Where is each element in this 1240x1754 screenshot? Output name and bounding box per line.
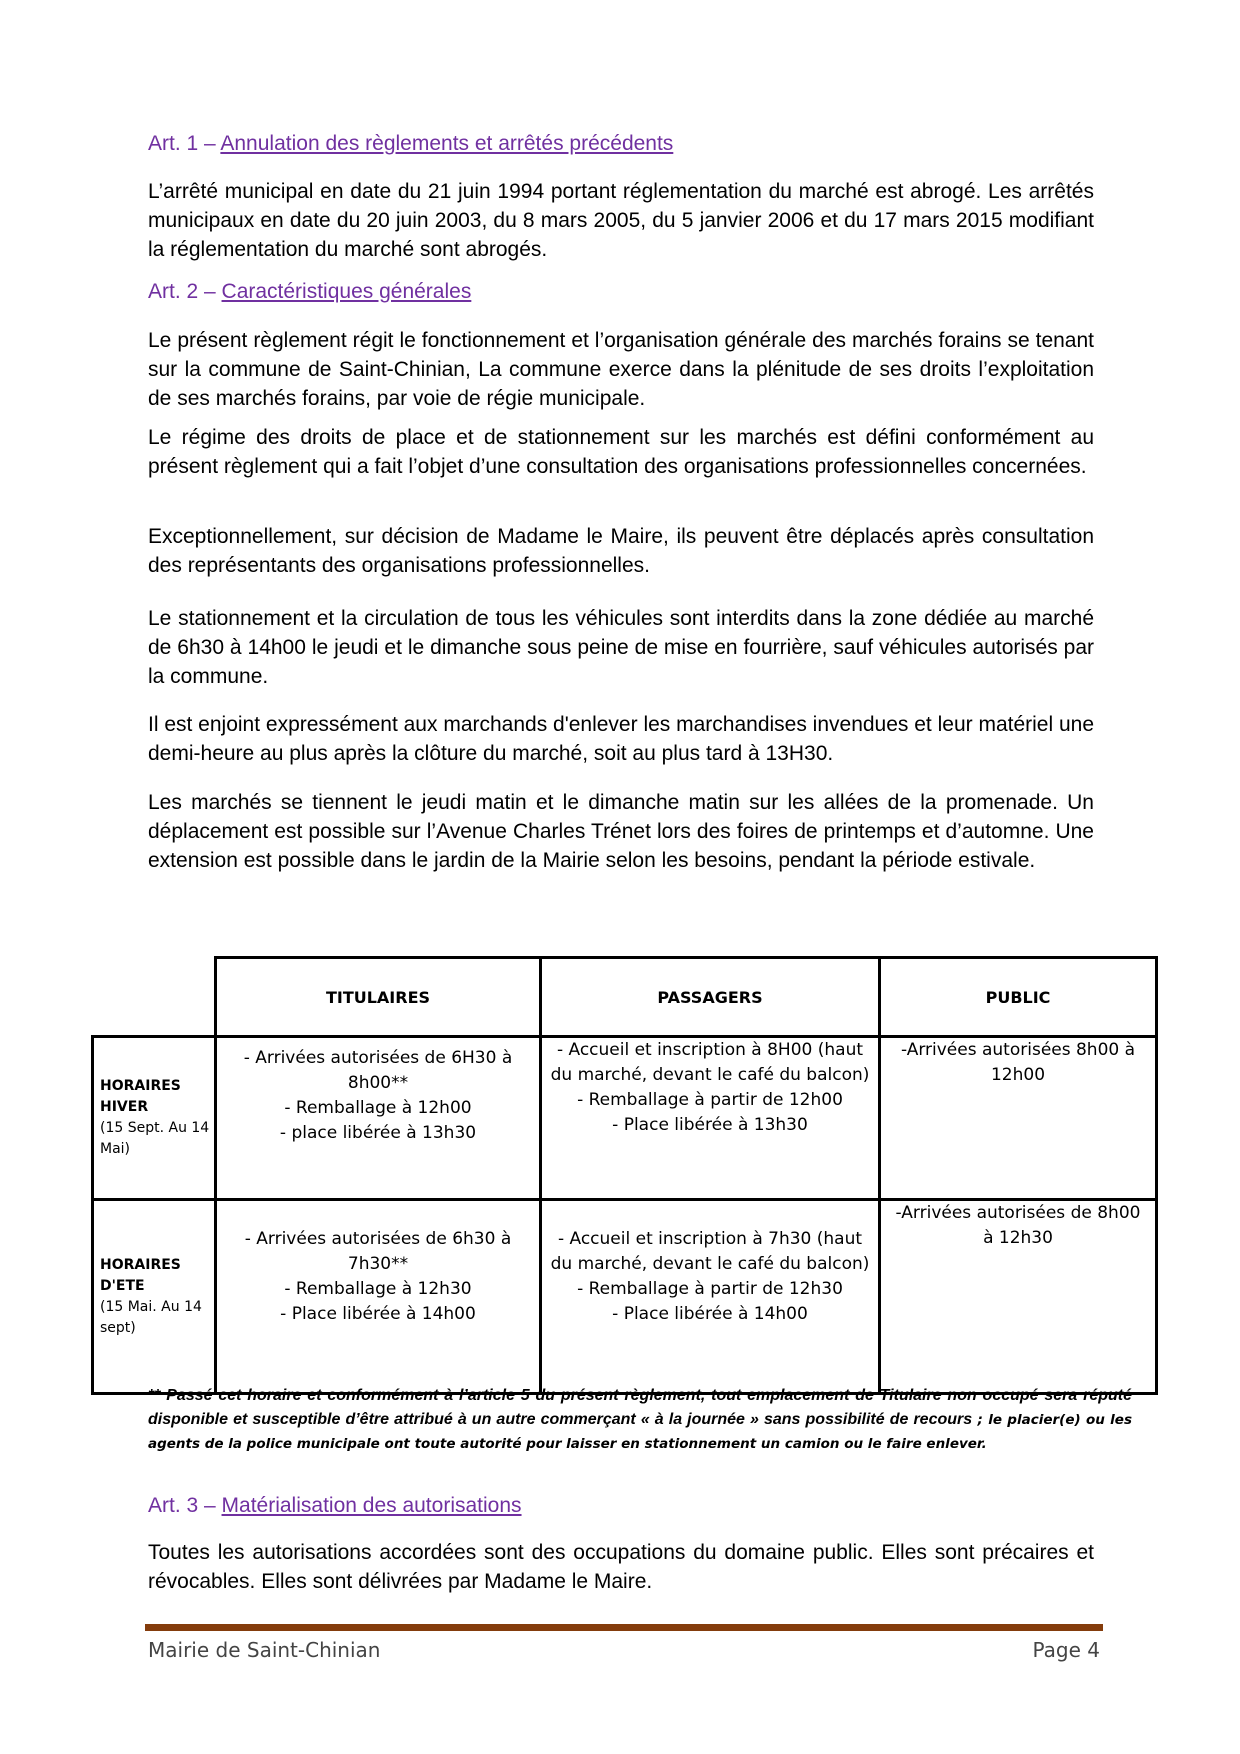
article-3-heading xyxy=(148,1494,522,1518)
article-2-number: Art. 2 – xyxy=(148,280,222,303)
table-footnote xyxy=(148,1384,1132,1456)
hiver-passagers-line: - Accueil et inscription à 8H00 (haut du marché, devant le café du balcon) xyxy=(550,1040,870,1085)
ete-passagers-line: - Accueil et inscription à 7h30 (haut du marché, devant le café du balcon) xyxy=(550,1229,870,1274)
footer-page-number: Page 4 xyxy=(1032,1638,1100,1662)
article-2-title: Caractéristiques générales xyxy=(221,280,472,303)
schedule-table xyxy=(91,956,1158,1395)
hiver-titulaires-cell xyxy=(216,1037,541,1200)
article-3-paragraph-1: Toutes les autorisations accordées sont des occupations du domaine public. Elles sont précaires et révocables. Elles sont délivrées par Madame le Maire. xyxy=(148,1541,1094,1593)
table-row-hiver xyxy=(93,1037,1157,1200)
article-3-number: Art. 3 – xyxy=(148,1494,222,1517)
article-2-paragraph-4: Le stationnement et la circulation de tous les véhicules sont interdits dans la zone dédiée au marché de 6h30 à 14h00 le jeudi et le dimanche sous peine de mise en fourrière, sauf véhicules autorisés par la commune. xyxy=(148,607,1094,688)
row-hiver-label xyxy=(93,1037,216,1200)
footer-rule xyxy=(145,1624,1103,1631)
ete-passagers-cell xyxy=(541,1200,880,1394)
header-public: PUBLIC xyxy=(880,958,1157,1037)
hiver-titulaires-line: - Remballage à 12h00 xyxy=(284,1098,472,1118)
row-ete-label xyxy=(93,1200,216,1394)
ete-titulaires-line: - Place libérée à 14h00 xyxy=(280,1304,476,1324)
hiver-passagers-line: - Remballage à partir de 12h00 xyxy=(577,1090,843,1110)
ete-public-line: -Arrivées autorisées de 8h00 à 12h30 xyxy=(895,1203,1141,1248)
article-2-paragraph-6: Les marchés se tiennent le jeudi matin et le dimanche matin sur les allées de la promenade. Un déplacement est possible sur l’Avenue Charles Trénet lors des foires de printemps et d’automne. Une extension est possible dans le jardin de la Mairie selon les besoins, pendant la période estivale. xyxy=(148,791,1094,872)
row-ete-period: (15 Mai. Au 14 sept) xyxy=(100,1298,202,1336)
hiver-passagers-cell xyxy=(541,1037,880,1200)
row-hiver-period: (15 Sept. Au 14 Mai) xyxy=(100,1120,210,1157)
hiver-titulaires-line: - place libérée à 13h30 xyxy=(279,1123,477,1143)
table-header-row xyxy=(93,958,1157,1037)
article-1-heading xyxy=(148,132,673,156)
article-2-paragraph-1: Le présent règlement régit le fonctionnement et l’organisation générale des marchés forains se tenant sur la commune de Saint-Chinian, La commune exerce dans la plénitude de ses droits l’exploitation de ses marchés forains, par voie de régie municipale. xyxy=(148,329,1094,410)
footnote-main: ** Passé cet horaire et conformément à l’article 5 du présent règlement, tout emplacement de Titulaire non occupé sera réputé disponible et susceptible d’être attribué à un autre commerçant « à la journée » sans possibilité de recours xyxy=(148,1387,1132,1428)
ete-titulaires-cell xyxy=(216,1200,541,1394)
row-hiver-title: HORAIRES HIVER xyxy=(100,1078,181,1115)
article-1-number: Art. 1 – xyxy=(148,132,221,155)
hiver-public-cell xyxy=(880,1037,1157,1200)
ete-titulaires-line: - Remballage à 12h30 xyxy=(284,1279,472,1299)
ete-public-cell xyxy=(880,1200,1157,1394)
row-ete-title: HORAIRES D'ETE xyxy=(100,1256,181,1294)
article-2-paragraph-3: Exceptionnellement, sur décision de Madame le Maire, ils peuvent être déplacés après consultation des représentants des organisations professionnelles. xyxy=(148,525,1094,577)
hiver-titulaires-line: - Arrivées autorisées de 6H30 à 8h00** xyxy=(243,1048,513,1093)
footnote-small: ; le placier(e) ou les agents de la police municipale ont toute autorité pour laisser en stationnement un camion ou le faire enlever. xyxy=(148,1412,1132,1452)
ete-passagers-line: - Remballage à partir de 12h30 xyxy=(577,1279,843,1299)
header-titulaires: TITULAIRES xyxy=(216,958,541,1037)
ete-passagers-line: - Place libérée à 14h00 xyxy=(612,1304,808,1324)
table-corner-cell xyxy=(93,958,216,1037)
footer-organization: Mairie de Saint-Chinian xyxy=(148,1638,381,1662)
article-1-paragraph-1: L’arrêté municipal en date du 21 juin 1994 portant réglementation du marché est abrogé. Les arrêtés municipaux en date du 20 juin 2003, du 8 mars 2005, du 5 janvier 2006 et du 17 mars 2015 modifiant la réglementation du marché sont abrogés. xyxy=(148,180,1094,261)
header-passagers: PASSAGERS xyxy=(541,958,880,1037)
hiver-passagers-line: - Place libérée à 13h30 xyxy=(612,1115,808,1135)
article-2-paragraph-5: Il est enjoint expressément aux marchands d'enlever les marchandises invendues et leur matériel une demi-heure au plus après la clôture du marché, soit au plus tard à 13H30. xyxy=(148,713,1095,765)
article-2-paragraph-2: Le régime des droits de place et de stationnement sur les marchés est défini conformément au présent règlement qui a fait l’objet d’une consultation des organisations professionnelles concernées. xyxy=(148,426,1094,478)
ete-titulaires-line: - Arrivées autorisées de 6h30 à 7h30** xyxy=(244,1229,512,1274)
hiver-public-line: -Arrivées autorisées 8h00 à 12h00 xyxy=(900,1040,1136,1085)
table-row-ete xyxy=(93,1200,1157,1394)
article-2-heading xyxy=(148,280,471,304)
article-1-title: Annulation des règlements et arrêtés précédents xyxy=(220,132,674,155)
article-3-title: Matérialisation des autorisations xyxy=(221,1494,522,1517)
